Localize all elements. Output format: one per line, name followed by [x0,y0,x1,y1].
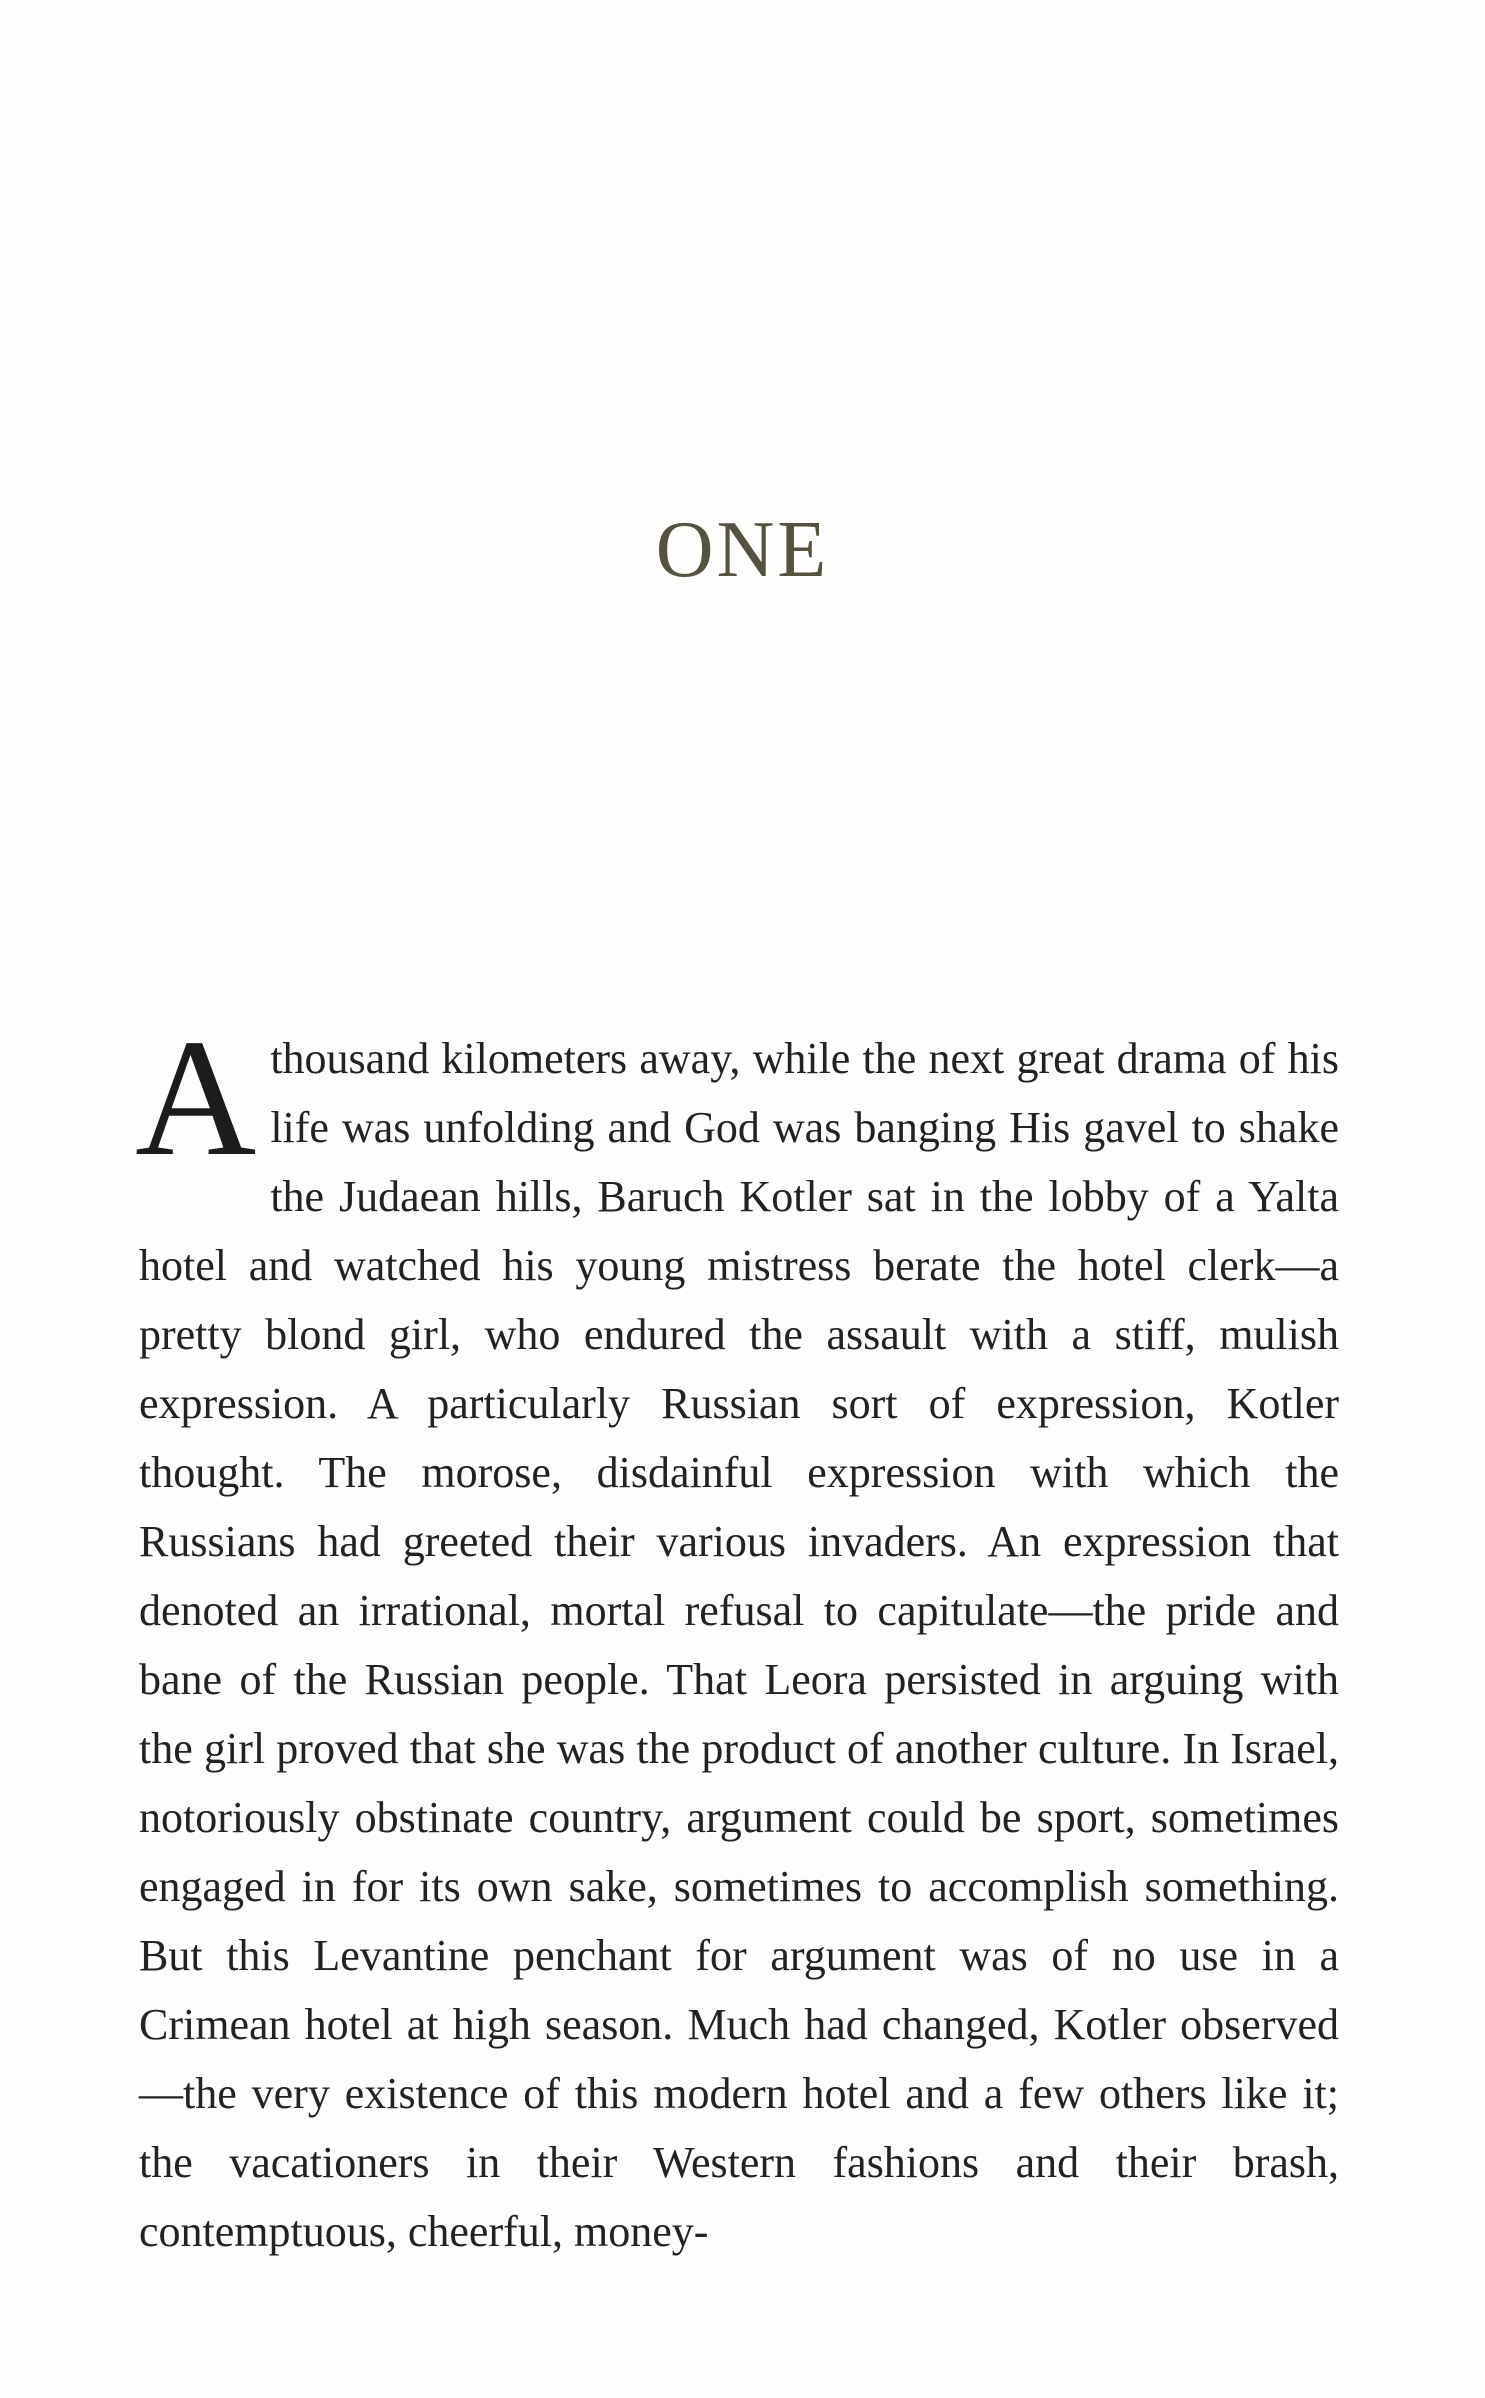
chapter-body-paragraph [135,1005,1339,2266]
chapter-heading: ONE [655,506,830,594]
drop-cap-letter: A [135,1005,257,1191]
paragraph-text: thousand kilometers away, while the next great drama of his life was unfolding and God was banging His gavel to shake the Judaean hills, Baruch Kotler sat in the lobby of a Yalta hotel and watched his young mistress berate the hotel clerk—a pretty blond girl, who endured the assault with a stiff, mulish expression. A particularly Russian sort of expression, Kotler thought. The morose, disdainful expression with which the Russians had greeted their various invaders. An expression that denoted an irrational, mortal refusal to capitulate—the pride and bane of the Russian people. That Leora persisted in arguing with the girl proved that she was the product of another culture. In Israel, notoriously obstinate country, argument could be sport, sometimes engaged in for its own sake, sometimes to accomplish something. But this Levantine penchant for argument was of no use in a Crimean hotel at high season. Much had changed, Kotler observed—the very existence of this modern hotel and a few others like it; the vacationers in their Western fashions and their brash, contemptuous, cheerful, money- [139,1034,1339,2256]
